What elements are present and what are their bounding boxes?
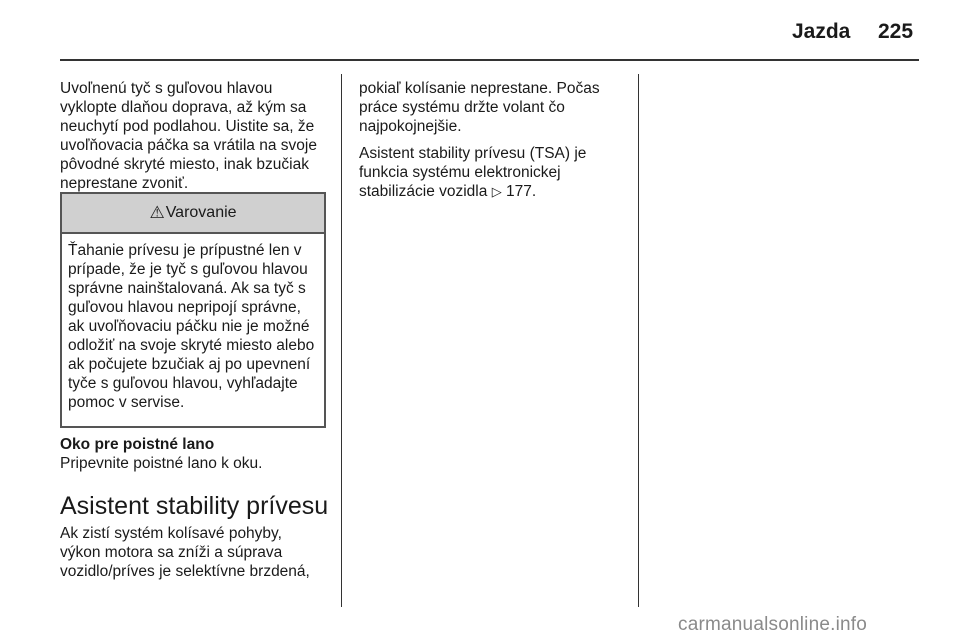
middle-column: [359, 79, 621, 209]
middle-paragraph-2-text: Asistent stability prívesu (TSA) je funkcia systému elektronickej stabilizácie vozidla: [359, 145, 587, 200]
section-heading: Asistent stability prívesu: [60, 492, 329, 520]
warning-text: Ťahanie prívesu je prípustné len v prípade, že je tyč s guľovou hlavou správne nainštalovaná. Ak sa tyč s guľovou hlavou nepripojí správne, ak uvoľňovaciu páčku nie je možné odložiť na svoje skryté miesto alebo ak počujete bzučiak aj po upevnení tyče s guľovou hlavou, vyhľadajte pomoc v servise.: [68, 242, 315, 411]
left-column: [60, 79, 326, 201]
warning-box: [60, 192, 326, 428]
watermark: carmanualsonline.info: [678, 614, 868, 635]
eye-text: Pripevnite poistné lano k oku.: [60, 455, 263, 472]
section-text: Ak zistí systém kolísavé pohyby, výkon motora sa zníži a súprava vozidlo/príves je selektívne brzdená,: [60, 525, 310, 580]
chapter-title: Jazda: [792, 20, 851, 43]
page-number: 225: [878, 20, 914, 43]
header-divider: [60, 59, 919, 61]
intro-paragraph: Uvoľnenú tyč s guľovou hlavou vyklopte dlaňou doprava, až kým sa neuchytí pod podlahou. Uistite sa, že uvoľňovacia páčka sa vrátila na svoje pôvodné skryté miesto, inak bzučiak neprestane zvoniť.: [60, 80, 317, 192]
eye-heading: Oko pre poistné lano: [60, 436, 215, 453]
middle-paragraph-1: pokiaľ kolísanie neprestane. Počas práce systému držte volant čo najpokojnejšie.: [359, 80, 600, 135]
column-divider-left: [341, 74, 342, 607]
page-reference[interactable]: 177.: [506, 183, 537, 200]
eye-section: [60, 435, 326, 473]
middle-paragraph-2: [359, 144, 621, 201]
page-reference-arrow-icon: ▷: [491, 184, 502, 199]
warning-triangle-icon: ⚠: [149, 203, 165, 222]
warning-title: Varovanie: [165, 204, 237, 221]
column-divider-right: [638, 74, 639, 607]
section-text-block: [60, 524, 326, 589]
warning-header: [62, 194, 324, 234]
